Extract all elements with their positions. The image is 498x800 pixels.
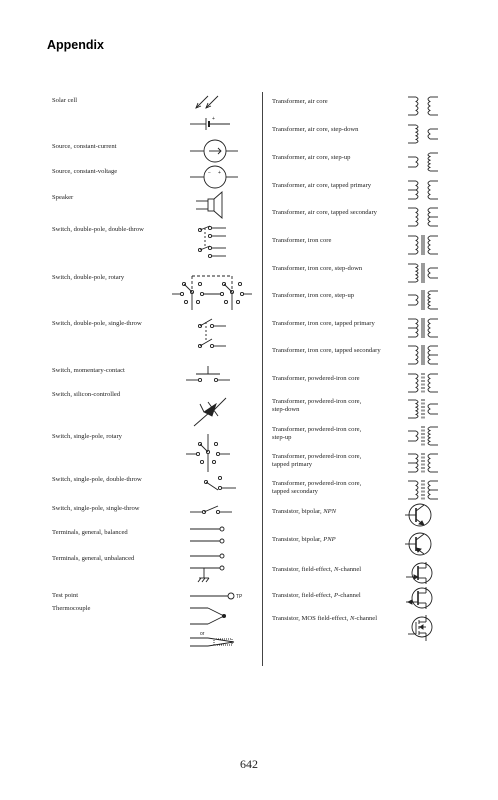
label-xfmr-powdered: Transformer, powdered-iron core — [272, 375, 360, 382]
page-heading: Appendix — [47, 38, 104, 52]
label-xfmr-air-tapped-primary: Transformer, air core, tapped primary — [272, 182, 372, 189]
air-core-step-up-transformer-symbol — [406, 150, 440, 174]
svg-text:TP: TP — [236, 594, 243, 600]
label-xfmr-iron-tapped-primary: Transformer, iron core, tapped primary — [272, 320, 375, 327]
svg-text:−: − — [208, 170, 211, 176]
label-xfmr-iron-tapped-secondary: Transformer, iron core, tapped secondary — [272, 347, 381, 354]
label-test-point: Test point — [52, 592, 79, 599]
label-xfmr-air: Transformer, air core — [272, 98, 328, 105]
label-xfmr-iron-step-up: Transformer, iron core, step-up — [272, 292, 355, 299]
constant-voltage-source-symbol — [190, 164, 240, 190]
svg-text:+: + — [212, 116, 215, 122]
iron-core-step-up-transformer-symbol — [406, 288, 440, 312]
powdered-iron-tapped-primary-transformer-symbol — [406, 451, 440, 475]
label-terminals-unbalanced: Terminals, general, unbalanced — [52, 555, 135, 562]
n-channel-fet-symbol — [402, 560, 438, 586]
p-channel-fet-symbol — [402, 585, 438, 611]
label-xfmr-air-step-up: Transformer, air core, step-up — [272, 154, 351, 161]
label-xfmr-powdered-tapped-secondary: Transformer, powdered-iron core, tapped secondary — [272, 480, 362, 495]
air-core-transformer-symbol — [406, 94, 440, 118]
svg-text:+: + — [218, 170, 221, 176]
solar-cell-symbol — [190, 92, 240, 132]
label-switch-silicon-controlled: Switch, silicon-controlled — [52, 391, 121, 398]
label-xfmr-powdered-tapped-primary: Transformer, powdered-iron core, tapped primary — [272, 453, 362, 468]
label-transistor-pnp: Transistor, bipolar, PNP — [272, 536, 336, 543]
dpdt-switch-symbol — [190, 222, 240, 262]
iron-core-transformer-symbol — [406, 233, 440, 257]
label-switch-spdt: Switch, single-pole, double-throw — [52, 476, 142, 483]
label-switch-momentary: Switch, momentary-contact — [52, 367, 125, 374]
label-source-constant-voltage: Source, constant-voltage — [52, 168, 118, 175]
npn-transistor-symbol — [402, 501, 438, 529]
label-switch-spst: Switch, single-pole, single-throw — [52, 505, 140, 512]
label-transistor-mosfet-n: Transistor, MOS field-effect, N-channel — [272, 615, 378, 622]
label-switch-sp-rotary: Switch, single-pole, rotary — [52, 433, 122, 440]
air-core-step-down-transformer-symbol — [406, 122, 440, 146]
label-transistor-fet-n: Transistor, field-effect, N-channel — [272, 566, 362, 573]
dpst-switch-symbol — [190, 316, 240, 356]
air-core-tapped-secondary-transformer-symbol — [406, 205, 440, 229]
spdt-switch-symbol — [196, 474, 244, 498]
label-xfmr-powdered-step-down: Transformer, powdered-iron core, step-down — [272, 398, 362, 413]
powdered-iron-step-up-transformer-symbol — [406, 424, 440, 448]
label-switch-dp-rotary: Switch, double-pole, rotary — [52, 274, 125, 281]
n-channel-mosfet-symbol — [402, 610, 438, 644]
label-xfmr-air-tapped-secondary: Transformer, air core, tapped secondary — [272, 209, 377, 216]
label-thermocouple: Thermocouple — [52, 605, 91, 612]
label-solar-cell: Solar cell — [52, 97, 78, 104]
label-source-constant-current: Source, constant-current — [52, 143, 117, 150]
constant-current-source-symbol — [190, 138, 240, 164]
iron-core-step-down-transformer-symbol — [406, 261, 440, 285]
powdered-iron-transformer-symbol — [406, 371, 440, 395]
powdered-iron-tapped-secondary-transformer-symbol — [406, 478, 440, 502]
label-speaker: Speaker — [52, 194, 74, 201]
test-point-symbol — [190, 589, 250, 603]
air-core-tapped-primary-transformer-symbol — [406, 178, 440, 202]
momentary-switch-symbol — [186, 364, 236, 386]
silicon-controlled-switch-symbol — [190, 390, 240, 430]
sp-rotary-switch-symbol — [182, 430, 242, 474]
pnp-transistor-symbol — [402, 530, 438, 558]
label-switch-dpdt: Switch, double-pole, double-throw — [52, 226, 144, 233]
spst-switch-symbol — [190, 502, 240, 518]
label-xfmr-iron-step-down: Transformer, iron core, step-down — [272, 265, 363, 272]
page-number: 642 — [240, 757, 258, 771]
label-xfmr-powdered-step-up: Transformer, powdered-iron core, step-up — [272, 426, 362, 441]
powdered-iron-step-down-transformer-symbol — [406, 397, 440, 421]
label-transistor-npn: Transistor, bipolar, NPN — [272, 508, 337, 515]
label-transistor-fet-p: Transistor, field-effect, P-channel — [272, 592, 361, 599]
column-divider — [262, 92, 263, 666]
unbalanced-terminals-symbol — [186, 550, 236, 590]
label-terminals-balanced: Terminals, general, balanced — [52, 529, 128, 536]
label-switch-dpst: Switch, double-pole, single-throw — [52, 320, 142, 327]
svg-text:or: or — [200, 631, 205, 637]
dp-rotary-switch-symbol — [172, 268, 252, 314]
label-xfmr-iron: Transformer, iron core — [272, 237, 332, 244]
label-xfmr-air-step-down: Transformer, air core, step-down — [272, 126, 359, 133]
iron-core-tapped-primary-transformer-symbol — [406, 316, 440, 340]
speaker-symbol — [196, 190, 236, 220]
balanced-terminals-symbol — [186, 523, 236, 549]
iron-core-tapped-secondary-transformer-symbol — [406, 343, 440, 367]
thermocouple-symbol — [190, 604, 240, 648]
